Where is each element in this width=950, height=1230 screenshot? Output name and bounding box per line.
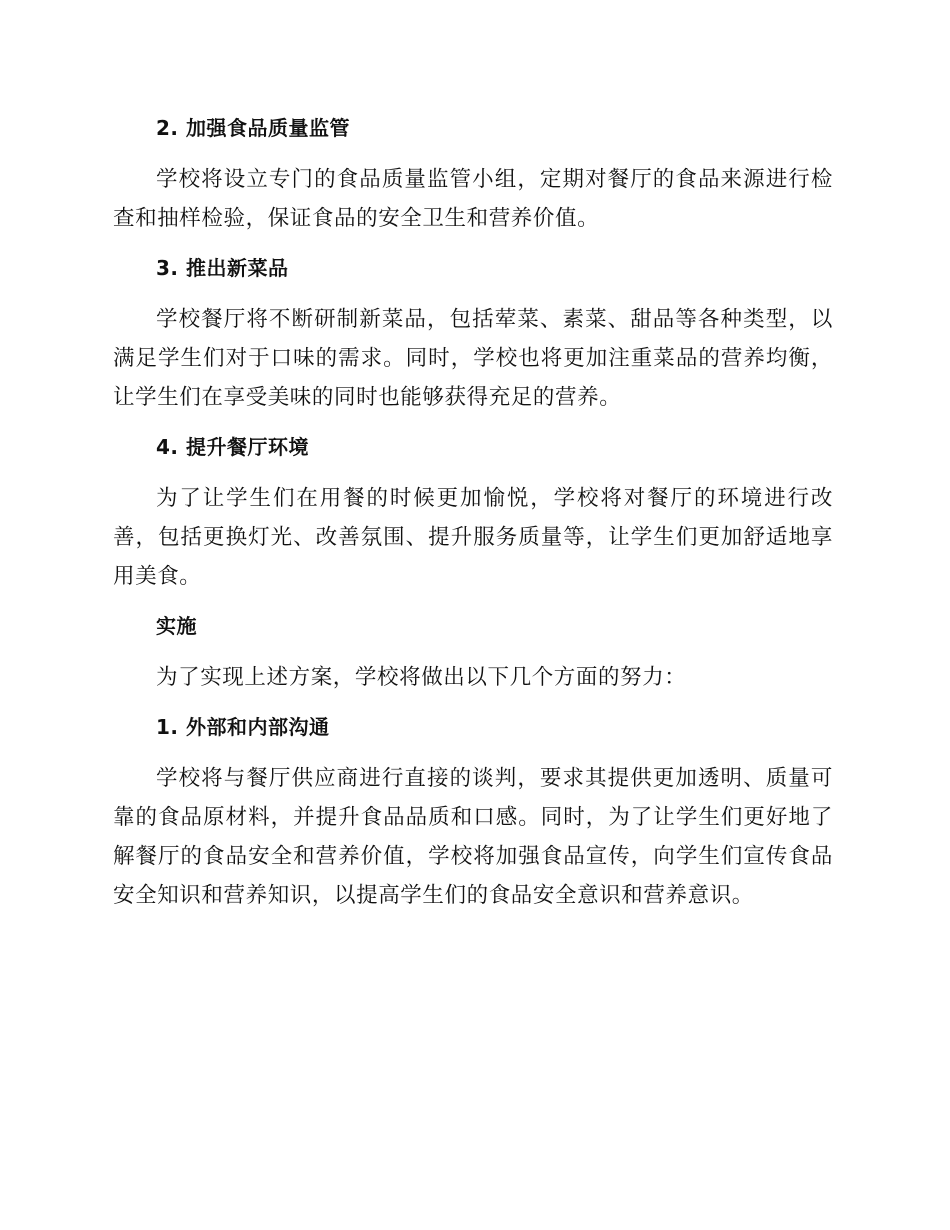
section-paragraph-communication: 学校将与餐厅供应商进行直接的谈判，要求其提供更加透明、质量可靠的食品原材料，并提升食品品质和口感。同时，为了让学生们更好地了解餐厅的食品安全和营养价值，学校将加强食品宣传，向学生们宣传食品安全知识和营养知识，以提高学生们的食品安全意识和营养意识。 xyxy=(113,766,833,908)
section-paragraph-dining-environment: 为了让学生们在用餐的时候更加愉悦，学校将对餐厅的环境进行改善，包括更换灯光、改善氛围、提升服务质量等，让学生们更加舒适地享用美食。 xyxy=(113,486,833,589)
section-heading-implementation: 实施 xyxy=(156,614,197,638)
section-heading-new-dishes: 3. 推出新菜品 xyxy=(156,256,289,280)
document-body xyxy=(113,110,833,927)
section-paragraph-quality-supervision: 学校将设立专门的食品质量监管小组，定期对餐厅的食品来源进行检查和抽样检验，保证食品的安全卫生和营养价值。 xyxy=(113,167,833,231)
section-heading-quality-supervision: 2. 加强食品质量监管 xyxy=(156,116,350,140)
section-heading-communication: 1. 外部和内部沟通 xyxy=(156,715,330,739)
section-heading-dining-environment: 4. 提升餐厅环境 xyxy=(156,435,309,459)
section-paragraph-implementation: 为了实现上述方案，学校将做出以下几个方面的努力： xyxy=(156,665,687,690)
section-paragraph-new-dishes: 学校餐厅将不断研制新菜品，包括荤菜、素菜、甜品等各种类型，以满足学生们对于口味的需求。同时，学校也将更加注重菜品的营养均衡，让学生们在享受美味的同时也能够获得充足的营养。 xyxy=(113,307,833,410)
